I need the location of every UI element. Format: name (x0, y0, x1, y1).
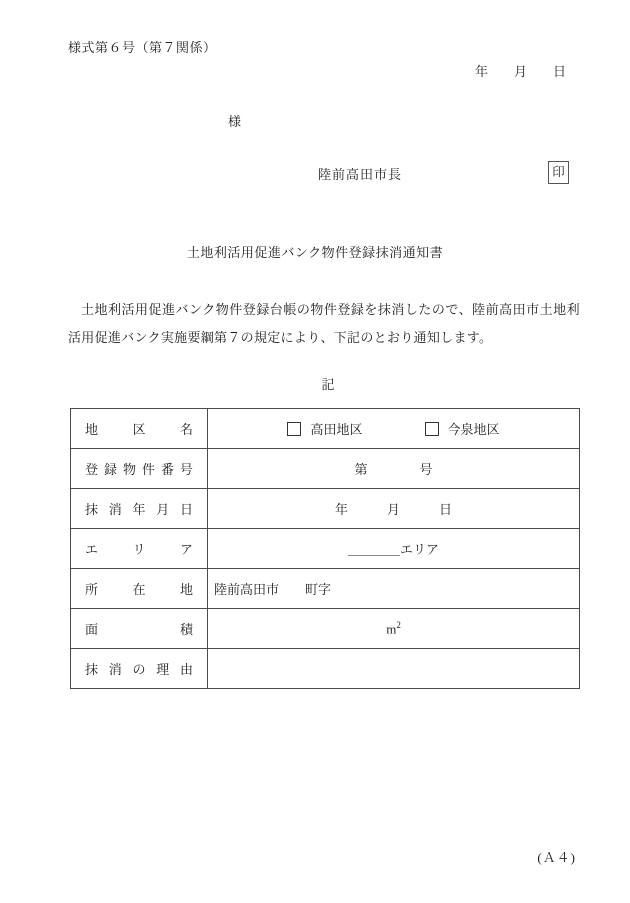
row-label-district: 地 区 名 (85, 422, 193, 437)
ki-heading: 記 (321, 377, 335, 392)
detail-table (70, 408, 580, 689)
table-row-area-zone (71, 529, 580, 569)
seal-placeholder-box: 印 (548, 161, 569, 184)
area-zone-value: ＿＿＿＿エリア (208, 529, 580, 569)
row-label-area-size: 面 積 (85, 622, 193, 637)
row-label-area-zone: エ リ ア (85, 542, 193, 557)
reason-value (208, 649, 580, 689)
paper-size-label: (Ａ４) (537, 850, 576, 865)
table-row-area-size (71, 609, 580, 649)
document-title: 土地利活用促進バンク物件登録抹消通知書 (186, 245, 444, 260)
addressee-honorific: 様 (228, 114, 242, 129)
row-label-deregistration-date: 抹 消 年 月 日 (85, 502, 193, 517)
area-size-value: $m^2$ (208, 609, 580, 649)
property-number-value: 第 号 (208, 449, 580, 489)
row-label-location: 所 在 地 (85, 582, 193, 597)
table-row-property-number (71, 449, 580, 489)
body-paragraph: 土地利活用促進バンク物件登録台帳の物件登録を抹消したので、陸前高田市土地利活用促進バンク実施要綱第７の規定により、下記のとおり通知します。 (68, 302, 580, 345)
row-label-property-number: 登 録 物 件 番 号 (85, 462, 193, 477)
checkbox-takata-district-icon[interactable] (287, 422, 301, 436)
table-row-deregistration-date (71, 489, 580, 529)
sender-title: 陸前高田市長 (318, 167, 403, 182)
table-row-district (71, 409, 580, 449)
form-number-label: 様式第６号（第７関係） (68, 40, 217, 55)
district-option-imaizumi-label: 今泉地区 (447, 422, 500, 437)
deregistration-date-value: 年 月 日 (208, 489, 580, 529)
location-value: 陸前高田市 町字 (208, 569, 580, 609)
district-option-takata-label: 高田地区 (310, 422, 363, 437)
squared-superscript: 2 (396, 619, 401, 630)
district-option-takata (287, 419, 362, 438)
table-row-location (71, 569, 580, 609)
district-option-imaizumi (425, 419, 500, 438)
row-label-reason: 抹 消 の 理 由 (85, 662, 193, 677)
date-line: 年 月 日 (474, 64, 566, 79)
checkbox-imaizumi-district-icon[interactable] (425, 422, 439, 436)
table-row-reason (71, 649, 580, 689)
